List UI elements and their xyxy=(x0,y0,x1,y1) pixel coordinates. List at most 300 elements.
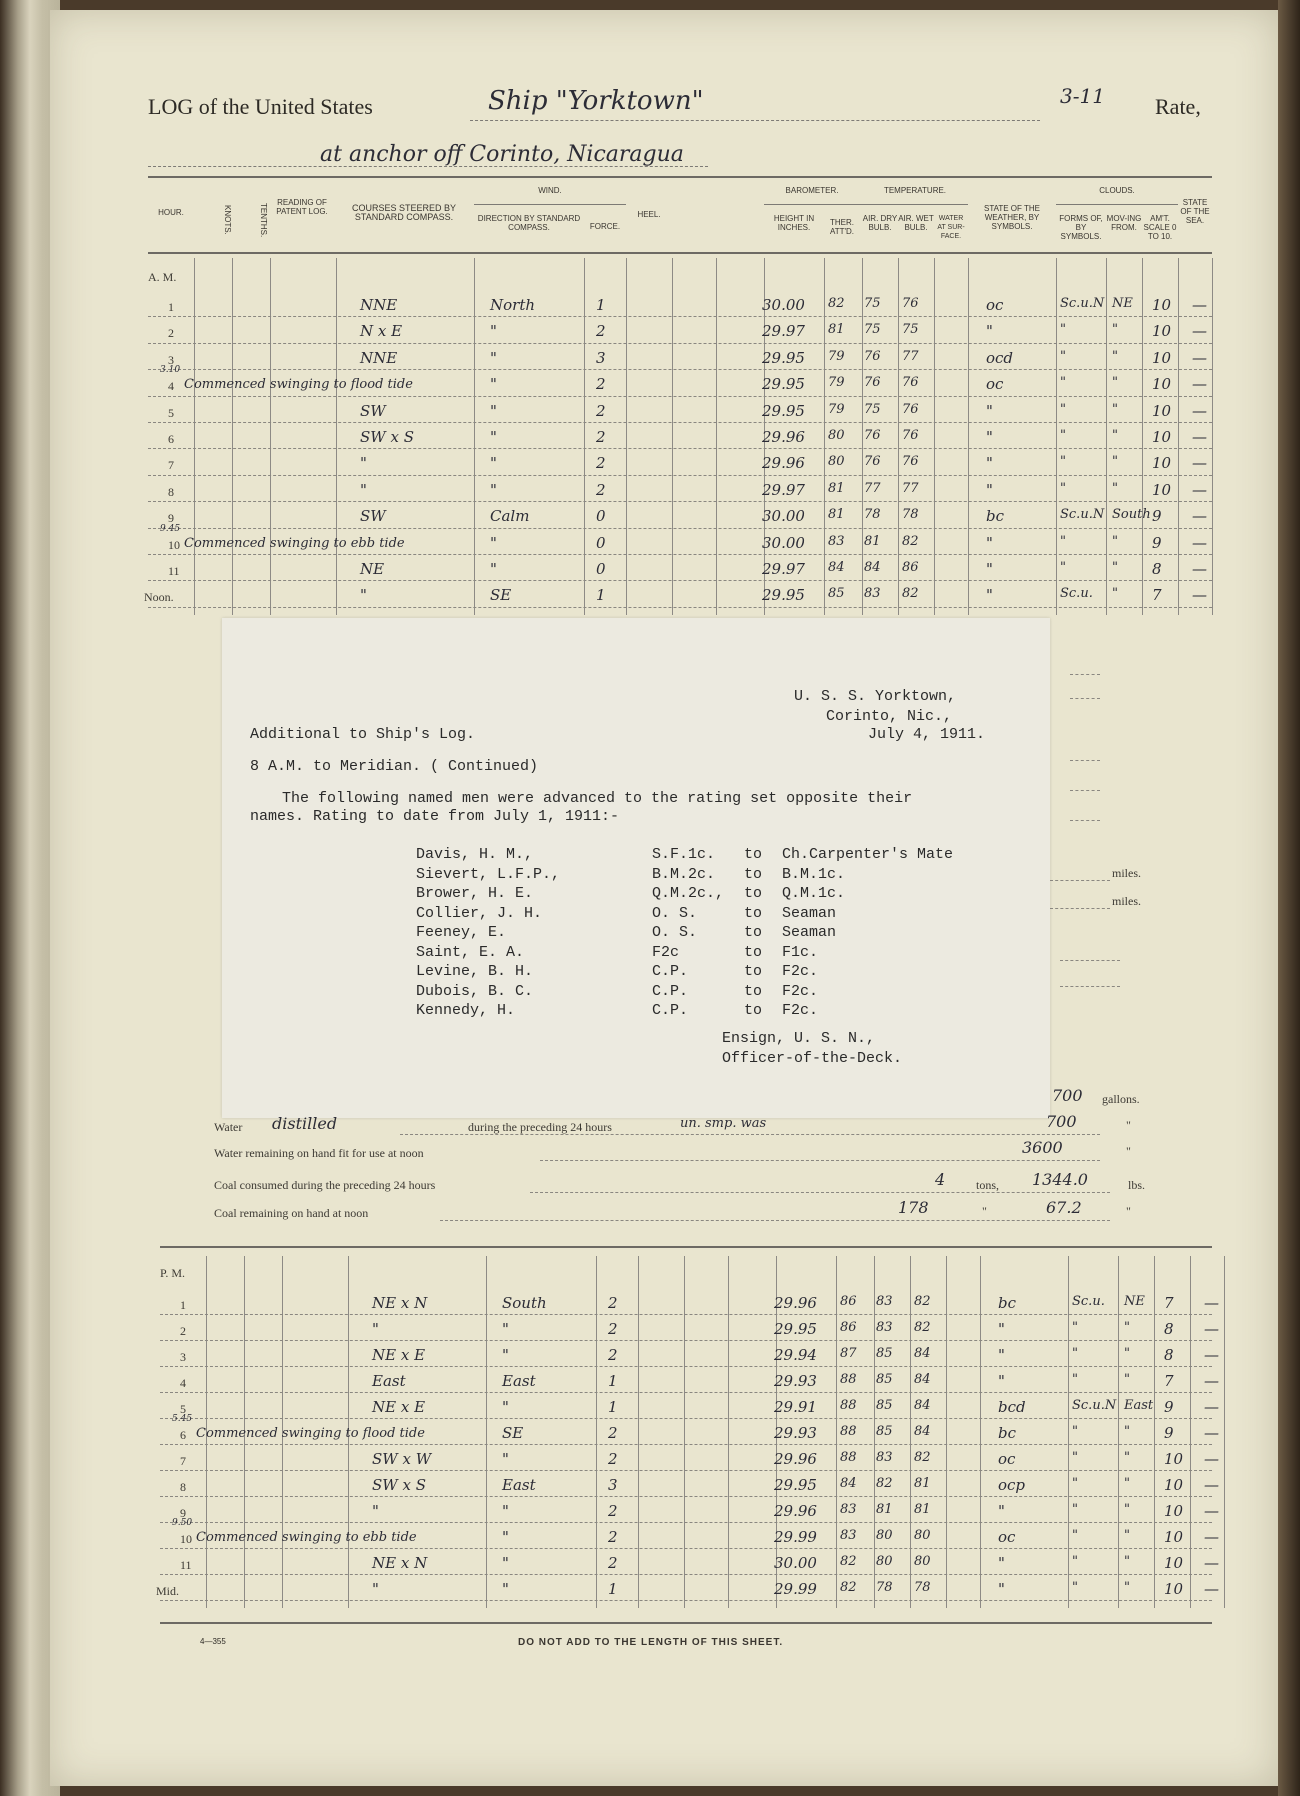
promotion-from: B.M.2c. xyxy=(652,865,716,883)
cell-weather: " xyxy=(986,322,993,341)
table-rule xyxy=(934,258,935,615)
promotion-to: to xyxy=(744,846,763,863)
promotion-name: Davis, H. M., xyxy=(416,846,534,863)
cell-wind-dir: SE xyxy=(502,1424,524,1442)
cell-course: " xyxy=(372,1580,379,1598)
col-barometer: BAROMETER. xyxy=(785,186,839,195)
cell-forms: " xyxy=(1072,1320,1078,1335)
col-wind-direction: DIRECTION BY STANDARD COMPASS. xyxy=(477,214,581,232)
slip-ship: U. S. S. Yorktown, xyxy=(794,688,957,705)
col-air-wet: AIR. WET BULB. xyxy=(898,214,934,232)
cell-weather: " xyxy=(986,586,993,605)
cell-moving: East xyxy=(1124,1398,1154,1413)
cell-forms: Sc.u. xyxy=(1072,1294,1105,1309)
cell-sea: — xyxy=(1192,375,1207,394)
slip-heading: Additional to Ship's Log. xyxy=(250,726,476,743)
cell-ther: 81 xyxy=(828,480,845,496)
cell-forms: " xyxy=(1072,1372,1078,1387)
cell-moving: " xyxy=(1112,348,1118,364)
cell-weather: ocp xyxy=(998,1476,1026,1494)
cell-wind-dir: " xyxy=(502,1450,509,1468)
col-clouds-amount: AM'T. SCALE 0 TO 10. xyxy=(1143,214,1177,241)
cell-dry: 77 xyxy=(864,480,881,496)
pm-top-rule xyxy=(160,1246,1212,1248)
cell-wet: 82 xyxy=(902,533,919,549)
cell-sea: — xyxy=(1204,1580,1219,1598)
cell-baro: 29.96 xyxy=(774,1294,817,1312)
table-rule xyxy=(474,258,475,615)
cell-force: 2 xyxy=(608,1528,618,1546)
hour-label: 7 xyxy=(168,458,174,473)
cell-amt: 9 xyxy=(1152,507,1162,526)
row-rule xyxy=(148,316,1212,317)
cell-baro: 29.97 xyxy=(762,560,805,578)
cell-wet: 84 xyxy=(914,1346,931,1361)
table-rule xyxy=(626,258,627,615)
hour-label: 8 xyxy=(168,484,174,499)
cell-ther: 82 xyxy=(840,1554,857,1569)
table-rule xyxy=(1212,258,1213,615)
cell-force: 2 xyxy=(596,480,606,499)
row-rule xyxy=(160,1314,1212,1315)
promotion-from: S.F.1c. xyxy=(652,846,716,863)
row-rule xyxy=(160,1418,1212,1419)
footer-note: DO NOT ADD TO THE LENGTH OF THIS SHEET. xyxy=(518,1637,784,1648)
cell-wet: 82 xyxy=(914,1450,931,1465)
table-rule xyxy=(968,258,969,615)
tons-label: tons, xyxy=(976,1178,1000,1192)
ditto-1: " xyxy=(1126,1118,1131,1132)
slip-subheading: 8 A.M. to Meridian. ( Continued) xyxy=(250,758,539,775)
cell-wet: 84 xyxy=(914,1424,931,1439)
promotion-rating: F1c. xyxy=(782,943,819,961)
cell-course: NE x N xyxy=(372,1294,428,1312)
cell-ther: 88 xyxy=(840,1424,857,1439)
cell-dry: 83 xyxy=(876,1294,893,1309)
slip-signature-2: Officer-of-the-Deck. xyxy=(722,1050,903,1067)
cell-moving: " xyxy=(1124,1450,1130,1465)
cell-amt: 10 xyxy=(1164,1528,1184,1546)
cell-baro: 29.91 xyxy=(774,1398,817,1416)
cell-baro: 30.00 xyxy=(762,533,805,552)
cell-amt: 10 xyxy=(1152,348,1172,367)
cell-baro: 29.99 xyxy=(774,1580,817,1598)
cell-force: 1 xyxy=(608,1580,618,1598)
hour-label: 9 xyxy=(180,1506,186,1520)
cell-moving: " xyxy=(1112,454,1118,470)
cell-wind-dir: " xyxy=(502,1346,509,1364)
cell-amt: 8 xyxy=(1164,1346,1174,1364)
promotion-name: Brower, H. E. xyxy=(416,885,534,902)
col-baro-ther: THER. ATT'D. xyxy=(829,218,855,236)
cell-sea: — xyxy=(1204,1450,1219,1468)
cell-force: 0 xyxy=(596,560,606,578)
table-rule xyxy=(1224,1256,1225,1608)
cell-dry: 82 xyxy=(876,1476,893,1491)
cell-weather: oc xyxy=(998,1528,1016,1546)
cell-amt: 7 xyxy=(1152,586,1162,605)
water-note: un. smp. was xyxy=(680,1116,767,1131)
cell-forms: " xyxy=(1060,454,1066,470)
cell-course: " xyxy=(360,454,367,473)
cell-ther: 82 xyxy=(828,296,845,311)
row-rule xyxy=(160,1548,1212,1549)
cell-dry: 76 xyxy=(864,348,881,364)
table-rule xyxy=(1118,1256,1119,1608)
row-rule xyxy=(160,1444,1212,1445)
cell-wet: 76 xyxy=(902,454,919,470)
cell-amt: 8 xyxy=(1164,1320,1174,1338)
cell-baro: 29.95 xyxy=(774,1476,817,1494)
row-rule xyxy=(160,1392,1212,1393)
cell-ther: 80 xyxy=(828,454,845,470)
row-rule xyxy=(160,1340,1212,1341)
table-rule xyxy=(194,258,195,615)
cell-weather: " xyxy=(998,1320,1005,1338)
coal-remaining-lbs: 67.2 xyxy=(1046,1198,1082,1217)
remark: Commenced swinging to flood tide xyxy=(184,377,413,393)
cell-moving: " xyxy=(1124,1580,1130,1595)
cell-amt: 7 xyxy=(1164,1294,1174,1312)
col-hour: HOUR. xyxy=(158,208,184,217)
water-value: 700 xyxy=(1046,1112,1077,1131)
row-rule xyxy=(160,1470,1212,1471)
col-knots: KNOTS. xyxy=(223,205,232,235)
col-sea: STATE OF THE SEA. xyxy=(1180,198,1210,225)
cell-dry: 81 xyxy=(864,533,881,549)
cell-forms: " xyxy=(1072,1580,1078,1595)
cell-baro: 29.94 xyxy=(774,1346,817,1364)
col-baro-height: HEIGHT IN INCHES. xyxy=(773,214,815,232)
table-rule xyxy=(1056,258,1057,615)
cell-forms: " xyxy=(1060,480,1066,496)
cell-wind-dir: Calm xyxy=(490,507,530,526)
cell-wet: 81 xyxy=(914,1502,931,1517)
cell-course: SW xyxy=(360,401,386,420)
cell-forms: " xyxy=(1072,1346,1078,1361)
cell-force: 2 xyxy=(596,454,606,473)
cell-wind-dir: East xyxy=(502,1372,536,1390)
cell-baro: 29.95 xyxy=(762,586,805,605)
cell-weather: bcd xyxy=(998,1398,1026,1416)
row-rule xyxy=(160,1366,1212,1367)
promotion-rating: Q.M.1c. xyxy=(782,885,846,902)
cell-dry: 78 xyxy=(876,1580,893,1595)
cell-moving: " xyxy=(1124,1502,1130,1517)
cell-baro: 29.95 xyxy=(762,348,805,367)
col-water-surface: WATER AT SUR-FACE. xyxy=(937,215,965,240)
hour-label: Mid. xyxy=(156,1584,180,1598)
cell-baro: 30.00 xyxy=(774,1554,817,1572)
cell-forms: " xyxy=(1060,322,1066,338)
cell-force: 3 xyxy=(608,1476,618,1494)
cell-moving: " xyxy=(1124,1372,1130,1387)
cell-ther: 88 xyxy=(840,1372,857,1387)
hour-label: 4 xyxy=(180,1376,186,1390)
time-note: 3.10 xyxy=(160,365,181,376)
cell-dry: 76 xyxy=(864,428,881,443)
promotion-from: F2c xyxy=(652,943,680,961)
cell-weather: " xyxy=(986,454,993,473)
cell-weather: " xyxy=(986,560,993,578)
cell-course: NE x N xyxy=(372,1554,428,1572)
table-rule xyxy=(824,258,825,615)
hour-label: 3 xyxy=(168,352,174,367)
hour-label: 10 xyxy=(168,537,180,552)
cell-wind-dir: " xyxy=(490,480,497,499)
table-rule xyxy=(1154,1256,1155,1608)
cell-course: NE x E xyxy=(372,1398,426,1416)
promotion-from: C.P. xyxy=(652,963,689,980)
rate-label: Rate, xyxy=(1155,94,1201,119)
page-title: LOG of the United States xyxy=(148,94,373,119)
cell-weather: " xyxy=(998,1372,1005,1390)
time-note: 5.45 xyxy=(172,1414,193,1424)
cell-baro: 29.93 xyxy=(774,1424,817,1442)
table-rule xyxy=(1190,1256,1191,1608)
cell-ther: 84 xyxy=(840,1476,857,1491)
cell-weather: " xyxy=(986,401,993,420)
slip-place: Corinto, Nic., xyxy=(826,708,953,725)
cell-wet: 76 xyxy=(902,401,919,417)
slip-signature-1: Ensign, U. S. N., xyxy=(722,1030,876,1047)
row-rule xyxy=(148,580,1212,581)
cell-amt: 8 xyxy=(1152,560,1162,578)
cell-wind-dir: " xyxy=(490,375,497,394)
table-rule xyxy=(596,1256,597,1608)
cell-force: 2 xyxy=(608,1502,618,1520)
cell-amt: 9 xyxy=(1152,533,1162,552)
row-rule xyxy=(160,1522,1212,1523)
cell-forms: Sc.u.N xyxy=(1072,1398,1117,1413)
remark: Commenced swinging to ebb tide xyxy=(196,1530,417,1545)
cell-sea: — xyxy=(1204,1398,1219,1416)
cell-amt: 10 xyxy=(1164,1476,1184,1494)
cell-weather: oc xyxy=(986,375,1004,394)
water-type: distilled xyxy=(272,1114,338,1133)
cell-dry: 85 xyxy=(876,1398,893,1413)
cell-moving: " xyxy=(1124,1424,1130,1439)
cell-weather: " xyxy=(998,1346,1005,1364)
cell-moving: " xyxy=(1112,480,1118,496)
cell-moving: " xyxy=(1124,1554,1130,1569)
cell-dry: 75 xyxy=(864,401,881,417)
table-rule xyxy=(728,1256,729,1608)
hour-label: 4 xyxy=(168,379,174,394)
cell-moving: " xyxy=(1112,428,1118,443)
cell-moving: " xyxy=(1112,375,1118,391)
cell-wet: 82 xyxy=(902,586,919,602)
hour-label: 8 xyxy=(180,1480,186,1494)
cell-wet: 80 xyxy=(914,1554,931,1569)
row-rule xyxy=(148,528,1212,529)
cell-sea: — xyxy=(1204,1294,1219,1312)
promotion-name: Saint, E. A. xyxy=(416,943,525,961)
cell-sea: — xyxy=(1204,1554,1219,1572)
cell-moving: South xyxy=(1112,507,1151,523)
table-rule xyxy=(638,1256,639,1608)
water-preceding-label: during the preceding 24 hours xyxy=(468,1120,612,1134)
cell-course: East xyxy=(372,1372,406,1390)
promotion-to: to xyxy=(744,865,763,883)
cell-ther: 79 xyxy=(828,348,845,364)
miles-label-2: miles. xyxy=(1112,894,1141,908)
cell-forms: " xyxy=(1060,401,1066,417)
cell-wet: 81 xyxy=(914,1476,931,1491)
cell-dry: 84 xyxy=(864,560,881,575)
location: at anchor off Corinto, Nicaragua xyxy=(320,142,684,167)
col-wind: WIND. xyxy=(538,186,562,195)
cell-moving: " xyxy=(1112,401,1118,417)
book-edge xyxy=(1278,0,1300,1796)
remark: Commenced swinging to flood tide xyxy=(196,1426,425,1441)
slip-intro-2: names. Rating to date from July 1, 1911:- xyxy=(250,808,620,825)
cell-forms: " xyxy=(1072,1554,1078,1569)
table-rule xyxy=(684,1256,685,1608)
cell-amt: 10 xyxy=(1152,401,1172,420)
cell-baro: 29.96 xyxy=(762,454,805,473)
cell-course: NNE xyxy=(360,348,398,367)
cell-wind-dir: " xyxy=(502,1580,509,1598)
cell-moving: " xyxy=(1112,586,1118,602)
cell-wind-dir: " xyxy=(490,348,497,367)
cell-dry: 75 xyxy=(864,322,881,338)
cell-wind-dir: " xyxy=(490,454,497,473)
time-note: 9.50 xyxy=(172,1518,193,1528)
promotion-name: Feeney, E. xyxy=(416,924,507,941)
cell-sea: — xyxy=(1192,296,1207,314)
cell-moving: " xyxy=(1124,1346,1130,1361)
promotion-name: Dubois, B. C. xyxy=(416,982,534,1000)
cell-force: 2 xyxy=(608,1450,618,1468)
cell-moving: NE xyxy=(1124,1294,1145,1309)
cell-wet: 86 xyxy=(902,560,919,575)
cell-amt: 10 xyxy=(1152,428,1172,446)
table-rule xyxy=(862,258,863,615)
cell-forms: Sc.u.N xyxy=(1060,296,1105,311)
cell-weather: " xyxy=(986,428,993,446)
row-rule xyxy=(148,396,1212,397)
cell-force: 2 xyxy=(596,322,606,341)
cell-ther: 83 xyxy=(828,533,845,549)
table-rule xyxy=(486,1256,487,1608)
gallons-value: 700 xyxy=(1052,1086,1083,1105)
cell-wind-dir: " xyxy=(490,428,497,446)
promotion-name: Sievert, L.F.P., xyxy=(416,865,561,883)
cell-ther: 86 xyxy=(840,1294,857,1309)
col-courses: COURSES STEERED BY STANDARD COMPASS. xyxy=(351,203,457,222)
cell-ther: 83 xyxy=(840,1528,857,1543)
promotion-rating: Seaman xyxy=(782,904,837,922)
cell-dry: 85 xyxy=(876,1424,893,1439)
col-clouds: CLOUDS. xyxy=(1099,186,1135,195)
cell-sea: — xyxy=(1192,454,1207,473)
miles-label-1: miles. xyxy=(1112,866,1141,880)
typed-log-addendum xyxy=(222,618,1050,1118)
cell-course: NE x E xyxy=(372,1346,426,1364)
table-rule xyxy=(232,258,233,615)
cell-sea: — xyxy=(1192,560,1207,578)
cell-baro: 29.96 xyxy=(774,1450,817,1468)
cell-wind-dir: " xyxy=(502,1398,509,1416)
cell-forms: Sc.u.N xyxy=(1060,507,1105,523)
cell-wind-dir: East xyxy=(502,1476,536,1494)
cell-wind-dir: " xyxy=(490,401,497,420)
location-rule xyxy=(148,166,708,167)
cell-course: " xyxy=(372,1502,379,1520)
promotion-rating: F2c. xyxy=(782,1002,819,1019)
cell-weather: bc xyxy=(986,507,1005,526)
table-rule xyxy=(910,1256,911,1608)
cell-wind-dir: North xyxy=(490,296,536,314)
cell-amt: 10 xyxy=(1164,1580,1184,1598)
promotion-to: to xyxy=(744,943,763,961)
cell-sea: — xyxy=(1192,586,1207,605)
cell-course: NE xyxy=(360,560,385,578)
promotion-from: O. S. xyxy=(652,904,698,922)
cell-amt: 10 xyxy=(1164,1502,1184,1520)
cell-course: SW x S xyxy=(360,428,414,446)
cell-baro: 29.97 xyxy=(762,322,805,341)
cell-sea: — xyxy=(1204,1320,1219,1338)
cell-baro: 29.96 xyxy=(762,428,805,446)
ditto-3: " xyxy=(982,1204,987,1218)
cell-dry: 83 xyxy=(864,586,881,602)
table-rule xyxy=(672,258,673,615)
slip-intro-1: The following named men were advanced to the rating set opposite their xyxy=(282,790,913,807)
row-rule xyxy=(148,448,1212,449)
hour-label: 3 xyxy=(180,1350,186,1364)
cell-wet: 76 xyxy=(902,296,919,311)
pm-bottom-rule xyxy=(160,1622,1212,1624)
cell-force: 1 xyxy=(608,1372,618,1390)
hour-label: 11 xyxy=(168,564,180,578)
cell-wind-dir: " xyxy=(490,560,497,578)
cell-sea: — xyxy=(1204,1476,1219,1494)
row-rule xyxy=(160,1600,1212,1601)
hour-label: 2 xyxy=(180,1324,186,1338)
cell-force: 2 xyxy=(608,1554,618,1572)
cell-amt: 7 xyxy=(1164,1372,1174,1390)
cell-course: " xyxy=(372,1320,379,1338)
hour-label: 2 xyxy=(168,326,174,341)
cell-ther: 86 xyxy=(840,1320,857,1335)
cell-sea: — xyxy=(1192,507,1207,526)
cell-course: SW x S xyxy=(372,1476,426,1494)
cell-weather: ocd xyxy=(986,348,1014,367)
cell-course: SW xyxy=(360,507,386,526)
cell-force: 2 xyxy=(596,428,606,446)
cell-sea: — xyxy=(1192,401,1207,420)
cell-wet: 78 xyxy=(902,507,919,523)
cell-weather: bc xyxy=(998,1294,1017,1312)
table-rule xyxy=(584,258,585,615)
water-label: Water xyxy=(214,1120,243,1134)
promotion-from: O. S. xyxy=(652,924,698,941)
cell-amt: 9 xyxy=(1164,1398,1174,1416)
cell-baro: 29.96 xyxy=(774,1502,817,1520)
cell-wind-dir: " xyxy=(490,533,497,552)
cell-dry: 81 xyxy=(876,1502,893,1517)
promotion-rating: Ch.Carpenter's Mate xyxy=(782,846,954,863)
cell-dry: 76 xyxy=(864,454,881,470)
cell-sea: — xyxy=(1192,348,1207,367)
cell-baro: 29.95 xyxy=(774,1320,817,1338)
col-heel: HEEL. xyxy=(637,210,661,219)
cell-dry: 80 xyxy=(876,1554,893,1569)
cell-wind-dir: " xyxy=(502,1320,509,1338)
cell-sea: — xyxy=(1204,1372,1219,1390)
